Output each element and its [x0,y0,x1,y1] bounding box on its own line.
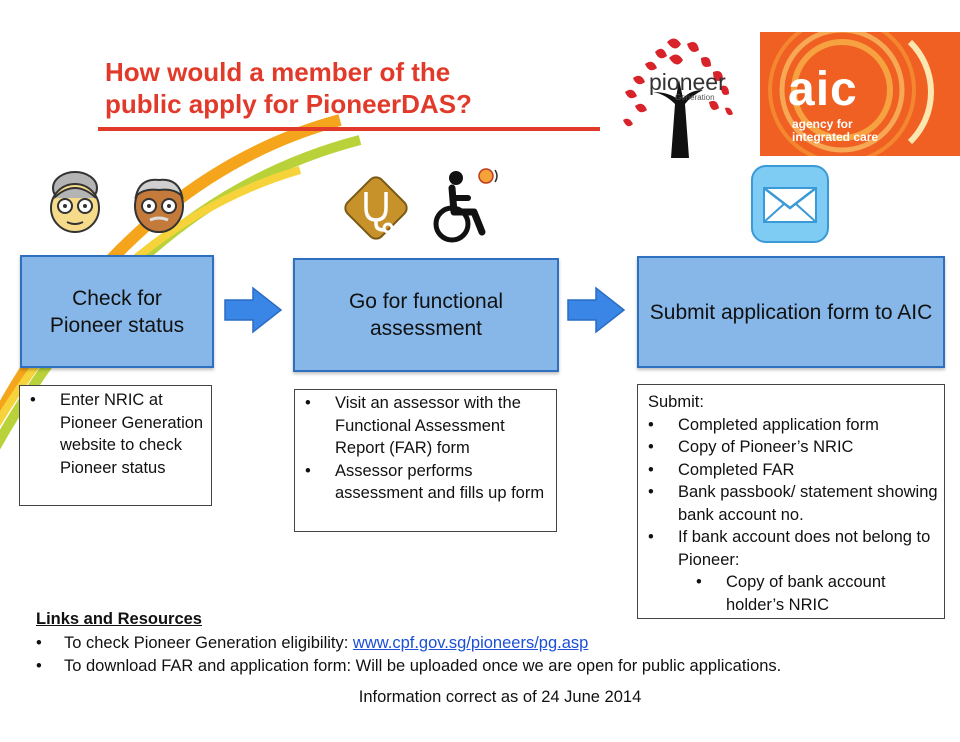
page-title [105,56,585,120]
detail-assessment-bullet-1: • Visit an assessor with the Functional Assessment Report (FAR) form [295,392,556,460]
detail-submit-sub-bullet-1: • Copy of bank account holder’s NRIC [638,571,944,616]
pioneer-generation-logo [605,34,755,160]
detail-functional-assessment [294,389,557,532]
step-check-label: Check for Pioneer status [49,286,185,337]
aic-logo-line-2: integrated care [792,130,879,144]
mail-envelope-icon [750,164,830,244]
detail-submit-bullet-1: • Completed application form [638,414,944,437]
pioneer-logo-sub: Generation [675,93,715,102]
step-submit-application [637,256,945,368]
elderly-woman-icon [42,168,108,236]
links-list [36,632,781,678]
elderly-man-icon [126,170,192,236]
right-arrow-icon [566,286,626,334]
detail-submit-sublist [638,571,944,616]
step-submit-label: Submit application form to AIC [649,300,933,324]
detail-assessment-bullet-2: • Assessor performs assessment and fills up form [295,460,556,505]
detail-submit-bullet-5: • If bank account does not belong to Pioneer: [638,526,944,571]
pioneer-eligibility-link[interactable]: www.cpf.gov.sg/pioneers/pg.asp [352,634,589,652]
links-item-eligibility-text: To check Pioneer Generation eligibility: [64,634,353,652]
title-line-2: public apply for PioneerDAS? [105,89,472,119]
footer-note: Information correct as of 24 June 2014 [358,688,642,706]
links-item-download-text: To download FAR and application form: Will be uploaded once we are open for public applications. [64,657,782,675]
links-item-eligibility [36,632,781,655]
aic-logo-line-1: agency for [792,117,853,131]
detail-check-bullet-1: • Enter NRIC at Pioneer Generation website to check Pioneer status [20,389,211,479]
detail-submit-intro: Submit: [648,393,704,411]
detail-submit-bullet-3: • Completed FAR [638,459,944,482]
step-functional-assessment [293,258,559,372]
title-line-1: How would a member of the [105,57,451,87]
aic-logo-subtitle [792,118,878,144]
detail-check-pioneer-status [19,385,212,506]
detail-submit-bullet-4: • Bank passbook/ statement showing bank account no. [638,481,944,526]
links-item-download [36,655,781,678]
aic-logo-word: aic [788,63,858,116]
step-check-pioneer-status [20,255,214,368]
wheelchair-user-icon [428,166,504,246]
detail-submit-bullet-2: • Copy of Pioneer’s NRIC [638,436,944,459]
step-assessment-label: Go for functional assessment [348,290,504,340]
right-arrow-icon [223,286,283,334]
stethoscope-icon [338,170,414,246]
detail-submit-application [637,384,945,619]
links-heading: Links and Resources [36,610,202,628]
pioneer-logo-word: pioneer [649,69,726,95]
aic-logo [760,32,960,156]
title-underline [98,127,600,131]
pioneer-tree-icon [605,34,755,160]
